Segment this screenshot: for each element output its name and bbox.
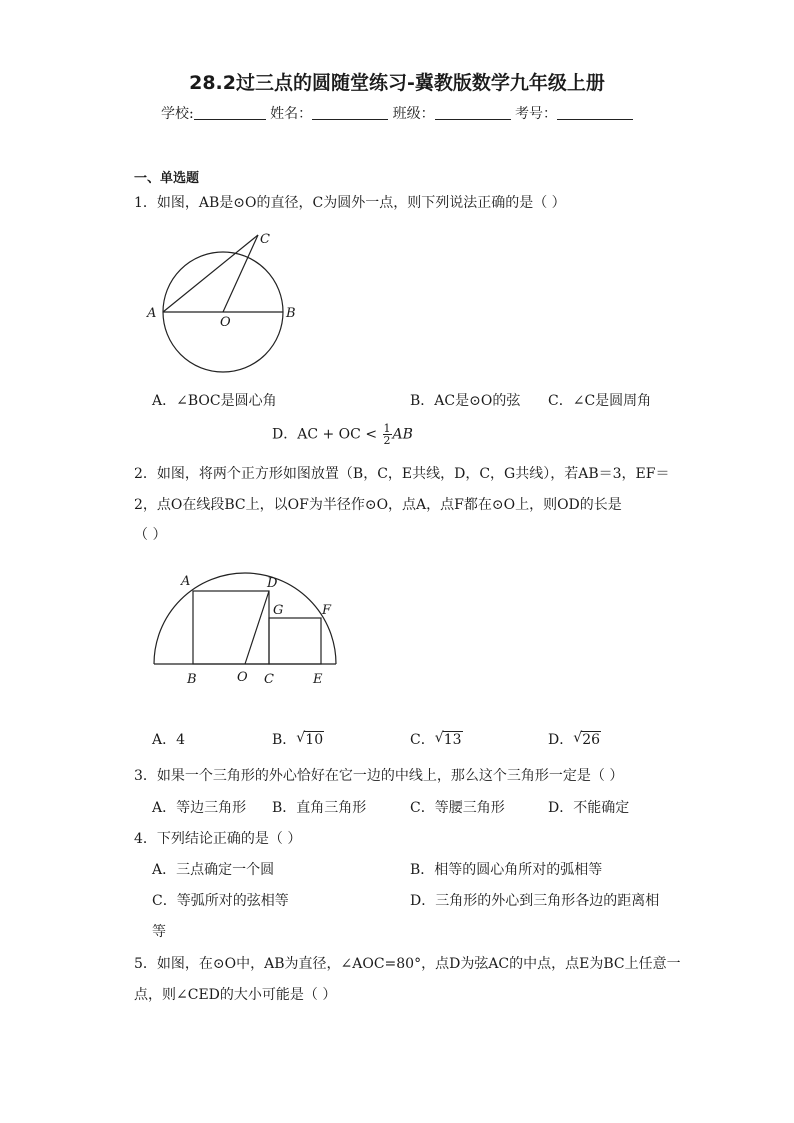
q2-label-b: B bbox=[187, 672, 197, 687]
q2-option-c-radicand: 13 bbox=[443, 732, 462, 748]
q1-option-d-prefix: D．AC + OC < bbox=[272, 426, 378, 443]
section-heading: 一、单选题 bbox=[134, 171, 200, 186]
school-label: 学校: bbox=[160, 106, 194, 122]
q3-option-b[interactable]: B．直角三角形 bbox=[272, 800, 367, 816]
q2-label-g: G bbox=[273, 603, 284, 618]
q3-option-a[interactable]: A．等边三角形 bbox=[152, 800, 247, 816]
q4-stem: 4．下列结论正确的是（ ） bbox=[134, 831, 302, 847]
student-info-line bbox=[0, 103, 794, 123]
q3-option-d[interactable]: D．不能确定 bbox=[548, 800, 630, 816]
class-label: 班级： bbox=[392, 106, 435, 122]
q2-stem-line2: 2，点O在线段BC上，以OF为半径作⊙O，点A，点F都在⊙O上，则OD的长是 bbox=[134, 497, 622, 513]
q4-option-b[interactable]: B．相等的圆心角所对的弧相等 bbox=[410, 862, 603, 878]
q1-label-b: B bbox=[286, 306, 296, 321]
q2-label-d: D bbox=[267, 576, 278, 591]
q2-option-c[interactable] bbox=[410, 729, 463, 749]
q2-stem-line1: 2．如图，将两个正方形如图放置（B，C，E共线，D，C，G共线），若AB＝3，EF＝ bbox=[134, 466, 670, 482]
q2-label-f: F bbox=[322, 603, 332, 618]
q1-option-d[interactable] bbox=[272, 423, 413, 446]
q2-label-e: E bbox=[313, 672, 323, 687]
q1-option-b[interactable]: B．AC是⊙O的弦 bbox=[410, 393, 521, 409]
q2-figure bbox=[145, 565, 350, 695]
q2-label-o: O bbox=[237, 670, 248, 685]
q5-stem-line1: 5．如图，在⊙O中，AB为直径，∠AOC=80°，点D为弦AC的中点，点E为BC上任意一 bbox=[134, 956, 681, 972]
q1-label-o: O bbox=[220, 315, 231, 330]
sqrt-symbol: √ 26 bbox=[573, 730, 601, 748]
q5-stem-line2: 点，则∠CED的大小可能是（ ） bbox=[134, 987, 337, 1003]
fraction-numerator: 1 bbox=[383, 422, 391, 435]
q2-option-d-radicand: 26 bbox=[582, 732, 601, 748]
q2-option-c-prefix: C． bbox=[410, 732, 435, 748]
sqrt-symbol: √ 13 bbox=[434, 730, 462, 748]
q2-option-a[interactable]: A．4 bbox=[152, 732, 186, 748]
q1-option-d-suffix: AB bbox=[392, 426, 413, 443]
q2-option-b-radicand: 10 bbox=[305, 732, 324, 748]
q4-option-c[interactable]: C．等弧所对的弦相等 bbox=[152, 893, 289, 909]
q2-option-b[interactable] bbox=[272, 729, 324, 749]
q1-label-a: A bbox=[147, 306, 157, 321]
fraction-denominator: 2 bbox=[383, 434, 391, 447]
q3-stem: 3．如果一个三角形的外心恰好在它一边的中线上，那么这个三角形一定是（ ） bbox=[134, 768, 624, 784]
q4-option-d-line2: 等 bbox=[152, 924, 166, 940]
q1-stem: 1．如图，AB是⊙O的直径，C为圆外一点，则下列说法正确的是（ ） bbox=[134, 195, 566, 211]
q4-option-a[interactable]: A．三点确定一个圆 bbox=[152, 862, 275, 878]
exam-number-label: 考号： bbox=[515, 106, 558, 122]
q1-option-c[interactable]: C．∠C是圆周角 bbox=[548, 393, 652, 409]
q1-option-a[interactable]: A．∠BOC是圆心角 bbox=[152, 393, 277, 409]
q3-option-c[interactable]: C．等腰三角形 bbox=[410, 800, 505, 816]
q2-option-b-prefix: B． bbox=[272, 732, 297, 748]
sqrt-symbol: √ 10 bbox=[296, 730, 324, 748]
q2-option-d-prefix: D． bbox=[548, 732, 574, 748]
q1-option-d-fraction bbox=[383, 423, 392, 446]
class-blank[interactable] bbox=[435, 105, 511, 120]
q1-label-c: C bbox=[260, 232, 270, 247]
q2-option-d[interactable] bbox=[548, 729, 601, 749]
name-blank[interactable] bbox=[312, 105, 388, 120]
q2-label-c: C bbox=[264, 672, 274, 687]
q2-stem-line3: （ ） bbox=[134, 527, 167, 543]
exam-number-blank[interactable] bbox=[557, 105, 633, 120]
q1-figure bbox=[140, 225, 310, 375]
school-blank[interactable] bbox=[194, 105, 266, 120]
page-title: 28.2过三点的圆随堂练习-冀教版数学九年级上册 bbox=[189, 72, 605, 94]
q4-option-d-line1[interactable]: D．三角形的外心到三角形各边的距离相 bbox=[410, 893, 660, 909]
q2-label-a: A bbox=[181, 574, 191, 589]
name-label: 姓名： bbox=[270, 106, 313, 122]
